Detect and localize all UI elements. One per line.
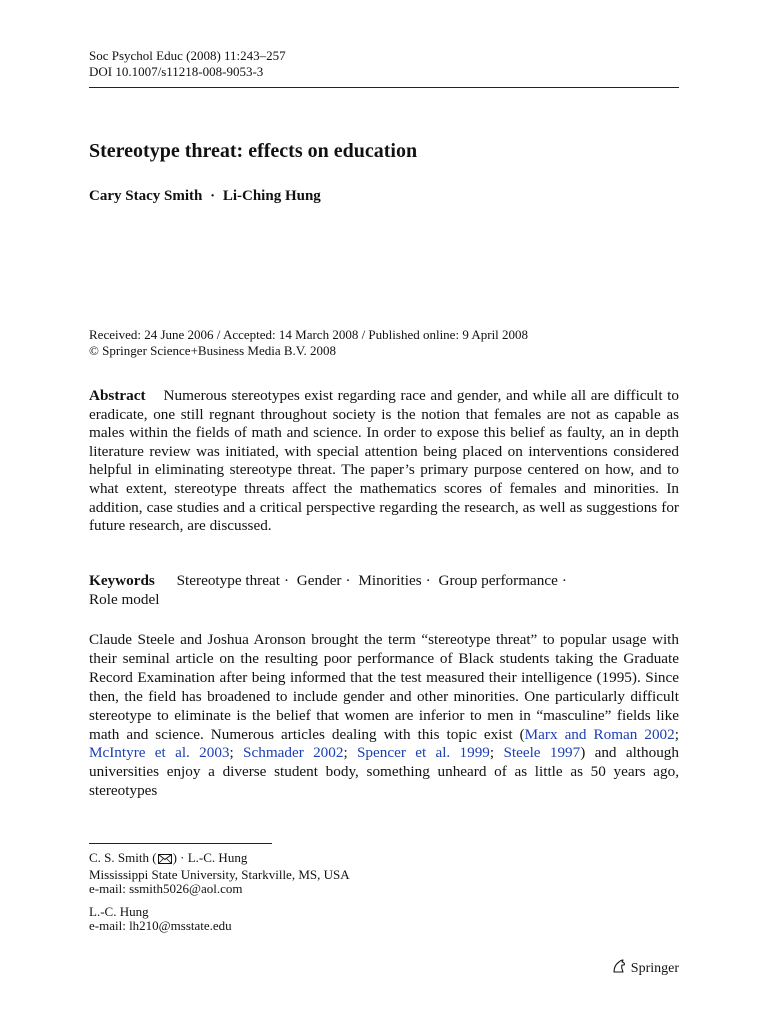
header-rule (89, 87, 679, 88)
author-list (89, 186, 321, 206)
keyword-separator: · (283, 572, 289, 589)
keyword-item: Minorities (358, 572, 422, 589)
footnote-rule (89, 843, 272, 844)
author-name[interactable]: Li-Ching Hung (222, 188, 321, 204)
intro-paragraph (89, 631, 679, 801)
second-author-name: L.-C. Hung (89, 903, 149, 919)
paragraph-text: Claude Steele and Joshua Aronson brought the term “stereotype threat” to popular usage with their seminal article on the resulting poor performance of Black students taking the Graduate Record Examination after being informed that the test measured their intelligence (1995). Since then, the field has broadened to include gender and other minorities. One particularly difficult stereotype to eliminate is the belief that women are inferior to men in “masculine” fields like math and science. Numerous articles dealing with this topic exist ( (89, 631, 679, 743)
author-name: C. S. Smith (89, 850, 149, 865)
citation-separator: ; (343, 744, 357, 762)
abstract (89, 387, 679, 536)
email-link[interactable]: e-mail: lh210@msstate.edu (89, 918, 232, 934)
copyright-line: © Springer Science+Business Media B.V. 2008 (89, 343, 336, 358)
doi-line[interactable]: DOI 10.1007/s11218-008-9053-3 (89, 64, 264, 79)
citation-link[interactable]: Schmader 2002 (243, 744, 344, 762)
keyword-item: Group performance (438, 572, 558, 589)
keyword-item: Role model (89, 590, 160, 608)
citation-link[interactable]: Steele 1997 (503, 744, 581, 762)
corresponding-author-line: C. S. Smith ( ) · L.-C. Hung (89, 851, 350, 868)
journal-citation: Soc Psychol Educ (2008) 11:243–257 (89, 48, 286, 63)
citation-separator: ; (674, 725, 679, 743)
keyword-separator: · (345, 572, 351, 589)
author-name: · L.-C. Hung (176, 850, 248, 865)
institution: Mississippi State University, Starkville, MS, USA (89, 866, 350, 882)
springer-logo (611, 958, 679, 979)
paragraph-text: ) and although universities enjoy a diverse student body, something unheard of as little as 50 years ago, stereotypes (89, 744, 679, 800)
keyword-separator: · (561, 572, 567, 589)
journal-header (89, 48, 286, 80)
keyword-separator: · (425, 572, 431, 589)
author-separator: · (210, 188, 216, 204)
envelope-icon[interactable] (158, 853, 172, 868)
keywords-label: Keywords (89, 572, 155, 589)
citation-link[interactable]: Marx and Roman 2002 (524, 725, 675, 743)
citation-separator: ; (229, 744, 244, 762)
springer-horse-icon (611, 958, 627, 979)
email-link[interactable]: e-mail: ssmith5026@aol.com (89, 881, 243, 897)
paper-page (89, 0, 679, 1024)
citation-link[interactable]: Spencer et al. 1999 (356, 744, 490, 762)
publication-info (89, 327, 528, 359)
publication-dates: Received: 24 June 2006 / Accepted: 14 March 2008 / Published online: 9 April 2008 (89, 327, 529, 342)
keyword-item: Gender (296, 572, 342, 589)
keywords (89, 572, 679, 609)
abstract-text: Numerous stereotypes exist regarding race and gender, and while all are difficult to eradicate, one still regnant throughout society is the notion that females are not as capable as males within the fields of math and science. In order to expose this belief as faulty, an in depth literature review was initiated, with special attention being placed on interventions considered helpful in eliminating stereotype threat. The paper’s primary purpose centered on how, and to what extent, stereotype threats affect the mathematics scores of females and minorities. In addition, case studies and a critical perspective regarding the research, as well as suggestions for future research, are discussed. (89, 387, 679, 535)
author-name[interactable]: Cary Stacy Smith (89, 188, 203, 204)
citation-link[interactable]: McIntyre et al. 2003 (89, 744, 230, 762)
paper-title: Stereotype threat: effects on education (89, 140, 418, 162)
keyword-item: Stereotype threat (176, 572, 280, 589)
springer-text: Springer (630, 960, 679, 976)
abstract-label: Abstract (89, 387, 146, 404)
citation-separator: ; (489, 744, 504, 762)
author-footnote (89, 851, 350, 934)
